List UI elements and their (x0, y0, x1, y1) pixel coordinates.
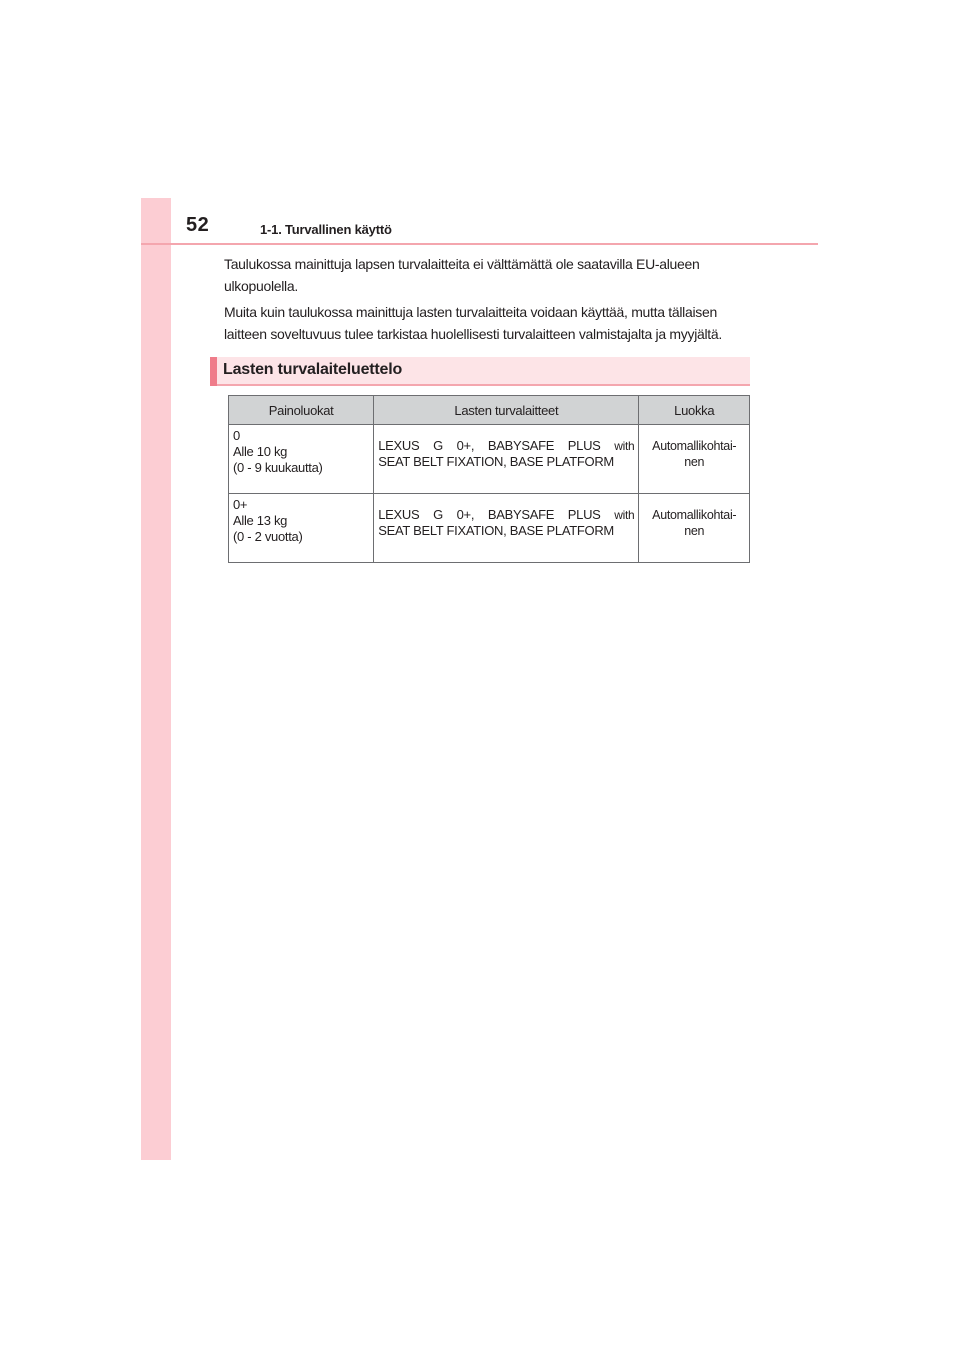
table-row (229, 494, 750, 563)
seat-word: G (433, 438, 443, 453)
seat-word: LEXUS (378, 507, 420, 522)
weight-class-cell (229, 425, 374, 494)
page-number: 52 (186, 214, 210, 236)
seat-word: 0+, (456, 438, 475, 453)
table-row (229, 425, 750, 494)
seat-word: G (433, 507, 443, 522)
header-category: Luokka (639, 396, 750, 425)
header-child-seat: Lasten turvalaitteet (374, 396, 639, 425)
seat-word: BABYSAFE (487, 438, 555, 453)
heading-accent-bar (210, 357, 217, 386)
seat-word: LEXUS (378, 438, 420, 453)
seat-name-line (378, 438, 634, 454)
weight-limit: Alle 10 kg (233, 444, 288, 459)
weight-group: 0+ (233, 497, 248, 512)
header-weight-class: Painoluokat (229, 396, 374, 425)
age-range: (0 - 9 kuukautta) (233, 460, 323, 475)
seat-word: 0+, (456, 507, 475, 522)
weight-group: 0 (233, 428, 240, 443)
seat-word: with (614, 439, 635, 453)
category-text: nen (684, 455, 705, 469)
category-cell (639, 425, 750, 494)
category-cell (639, 494, 750, 563)
section-heading: Lasten turvalaiteluettelo (223, 361, 403, 378)
section-heading-bar (210, 357, 750, 386)
weight-limit: Alle 13 kg (233, 513, 288, 528)
child-seat-cell (374, 494, 639, 563)
age-range: (0 - 2 vuotta) (233, 529, 303, 544)
category-text: Automallikohtai- (652, 508, 737, 522)
intro-paragraph-2: Muita kuin taulukossa mainittuja lasten turvalaitteita voidaan käyttää, mutta tällaisen laitteen soveltuvuus tulee tarkistaa huolellisesti turvalaitteen valmistajalta ja myyjältä. (224, 304, 722, 342)
section-label: 1-1. Turvallinen käyttö (260, 222, 392, 237)
child-seat-table (228, 395, 750, 563)
header-rule (141, 243, 818, 245)
seat-fixation-line: SEAT BELT FIXATION, BASE PLATFORM (378, 454, 614, 469)
intro-paragraph-1: Taulukossa mainittuja lapsen turvalaitteita ei välttämättä ole saatavilla EU-alueen ulkopuolella. (224, 256, 700, 294)
seat-word: BABYSAFE (487, 507, 555, 522)
weight-class-cell (229, 494, 374, 563)
table-header-row (229, 396, 750, 425)
seat-word: with (614, 508, 635, 522)
seat-fixation-line: SEAT BELT FIXATION, BASE PLATFORM (378, 523, 614, 538)
seat-name-line (378, 507, 634, 523)
seat-word: PLUS (567, 438, 601, 453)
category-text: Automallikohtai- (652, 439, 737, 453)
child-seat-cell (374, 425, 639, 494)
seat-word: PLUS (567, 507, 601, 522)
category-text: nen (684, 524, 705, 538)
side-margin-strip (141, 198, 171, 1160)
